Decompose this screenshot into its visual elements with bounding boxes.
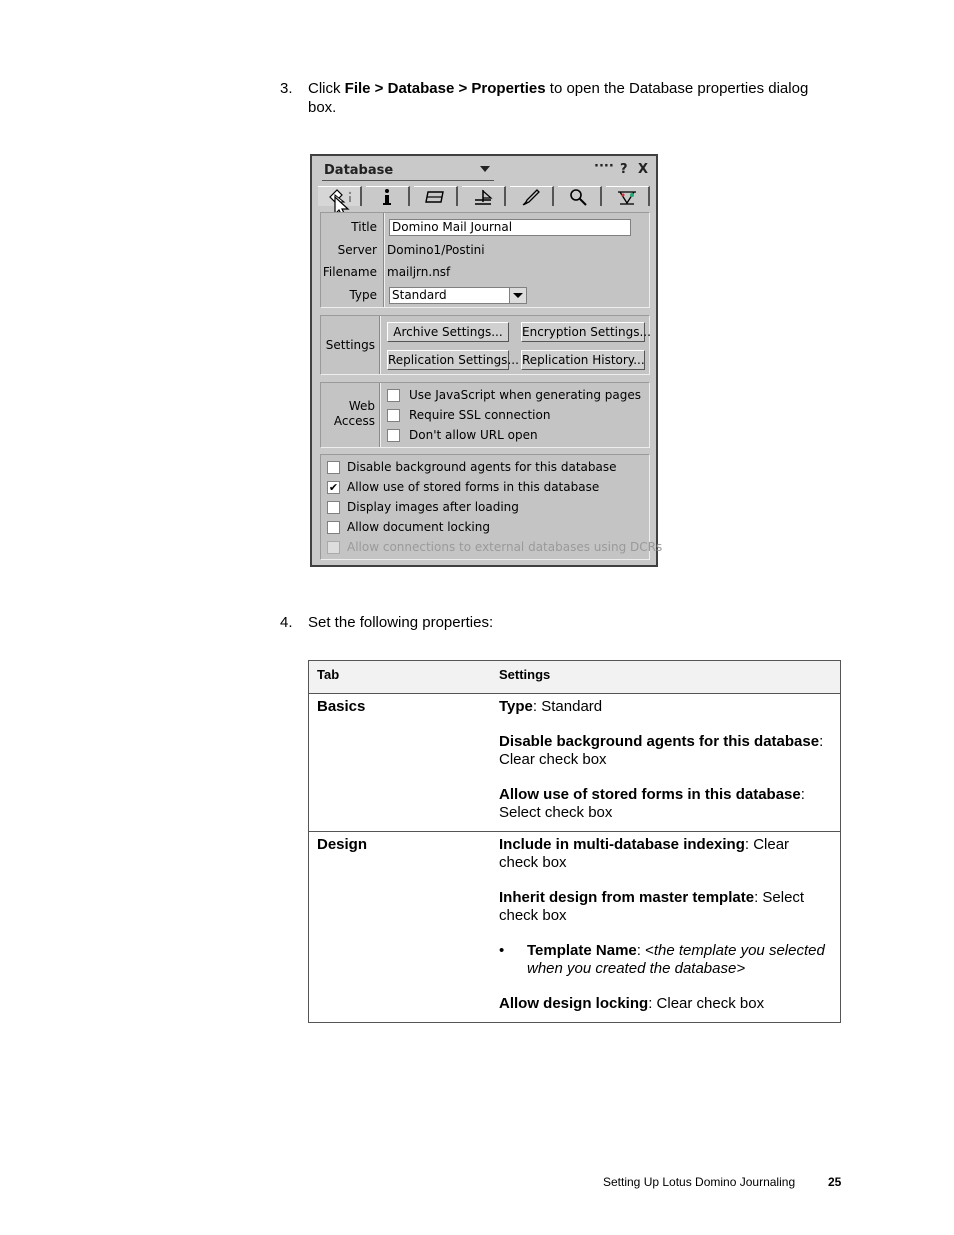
tab-launch[interactable] bbox=[510, 186, 554, 206]
row-basics-tab: Basics bbox=[309, 694, 492, 832]
javascript-checkbox[interactable] bbox=[387, 389, 400, 402]
table-row bbox=[309, 694, 841, 832]
dialog-titlebar bbox=[318, 159, 650, 180]
server-label: Server bbox=[337, 243, 377, 257]
properties-table bbox=[308, 660, 841, 1023]
chevron-down-icon[interactable] bbox=[509, 288, 526, 303]
document-locking-label: Allow document locking bbox=[347, 520, 490, 534]
title-dropdown-icon[interactable] bbox=[480, 166, 490, 172]
web-label: Web bbox=[348, 399, 375, 413]
web-access-group bbox=[320, 382, 650, 448]
dialog-title: Database bbox=[324, 163, 394, 178]
help-icon[interactable]: ? bbox=[620, 162, 628, 177]
settings-label: Settings bbox=[325, 338, 375, 352]
replication-history-button[interactable]: Replication History... bbox=[521, 350, 645, 370]
title-input[interactable]: Domino Mail Journal bbox=[389, 219, 631, 236]
ssl-checkbox[interactable] bbox=[387, 409, 400, 422]
encryption-settings-button[interactable]: Encryption Settings... bbox=[521, 322, 645, 342]
ssl-label: Require SSL connection bbox=[409, 408, 551, 422]
type-value: Standard bbox=[392, 288, 447, 302]
footer-title: Setting Up Lotus Domino Journaling bbox=[603, 1175, 796, 1189]
database-options-group bbox=[320, 454, 663, 560]
row-design-settings: Include in multi-database indexing: Clear check box Inherit design from master template: Select check box • Template Name: <the template you selected when you created the database> Allow design locking: Clear check box bbox=[491, 832, 841, 1023]
step-number: 3. bbox=[280, 80, 293, 97]
step-number: 4. bbox=[280, 614, 293, 631]
minimize-icon[interactable]: ···· bbox=[594, 159, 614, 174]
advanced-icon bbox=[615, 188, 639, 206]
display-images-label: Display images after loading bbox=[347, 500, 519, 514]
url-open-label: Don't allow URL open bbox=[409, 428, 538, 442]
table-header-row bbox=[309, 661, 841, 694]
document-locking-checkbox[interactable] bbox=[327, 521, 340, 534]
tab-advanced[interactable] bbox=[606, 186, 650, 206]
disable-agents-label: Disable background agents for this database bbox=[347, 460, 617, 474]
stored-forms-checkbox[interactable]: ✔ bbox=[328, 481, 339, 494]
server-value: Domino1/Postini bbox=[387, 243, 485, 257]
printer-icon bbox=[423, 188, 447, 206]
url-open-checkbox[interactable] bbox=[387, 429, 400, 442]
display-images-checkbox[interactable] bbox=[327, 501, 340, 514]
disable-agents-checkbox[interactable] bbox=[327, 461, 340, 474]
tab-search[interactable] bbox=[558, 186, 602, 206]
table-row bbox=[309, 832, 841, 1023]
archive-settings-button[interactable]: Archive Settings... bbox=[387, 322, 509, 342]
settings-group bbox=[320, 315, 650, 375]
step-text: Click File > Database > Properties to open the Database properties dialog box. bbox=[308, 80, 809, 116]
filename-value: mailjrn.nsf bbox=[387, 265, 451, 279]
close-icon[interactable]: X bbox=[638, 162, 649, 177]
row-design-tab: Design bbox=[309, 832, 492, 1023]
header-settings: Settings bbox=[491, 661, 841, 694]
database-properties-dialog bbox=[310, 154, 663, 567]
launch-icon bbox=[519, 188, 543, 206]
design-icon bbox=[471, 188, 495, 206]
type-select[interactable] bbox=[389, 287, 527, 304]
row-basics-settings: Type: Standard Disable background agents for this database: Clear check box Allow use of stored forms in this database: Select check box bbox=[491, 694, 841, 832]
search-icon bbox=[567, 188, 591, 206]
tab-design[interactable] bbox=[462, 186, 506, 206]
header-tab: Tab bbox=[309, 661, 492, 694]
filename-label: Filename bbox=[322, 265, 377, 279]
access-label: Access bbox=[333, 414, 375, 428]
stored-forms-label: Allow use of stored forms in this database bbox=[347, 480, 600, 494]
basics-fields-group bbox=[320, 212, 650, 308]
title-label: Title bbox=[351, 220, 377, 234]
tab-info[interactable] bbox=[366, 186, 410, 206]
step-text: Set the following properties: bbox=[308, 614, 494, 631]
tab-strip bbox=[318, 186, 650, 206]
type-label: Type bbox=[349, 288, 377, 302]
info-icon bbox=[377, 188, 397, 206]
javascript-label: Use JavaScript when generating pages bbox=[409, 388, 641, 402]
tab-printer[interactable] bbox=[414, 186, 458, 206]
replication-settings-button[interactable]: Replication Settings... bbox=[387, 350, 509, 370]
dcr-checkbox bbox=[327, 541, 340, 554]
dcr-label: Allow connections to external databases using DCRs bbox=[347, 540, 663, 554]
page-number: 25 bbox=[828, 1175, 842, 1189]
